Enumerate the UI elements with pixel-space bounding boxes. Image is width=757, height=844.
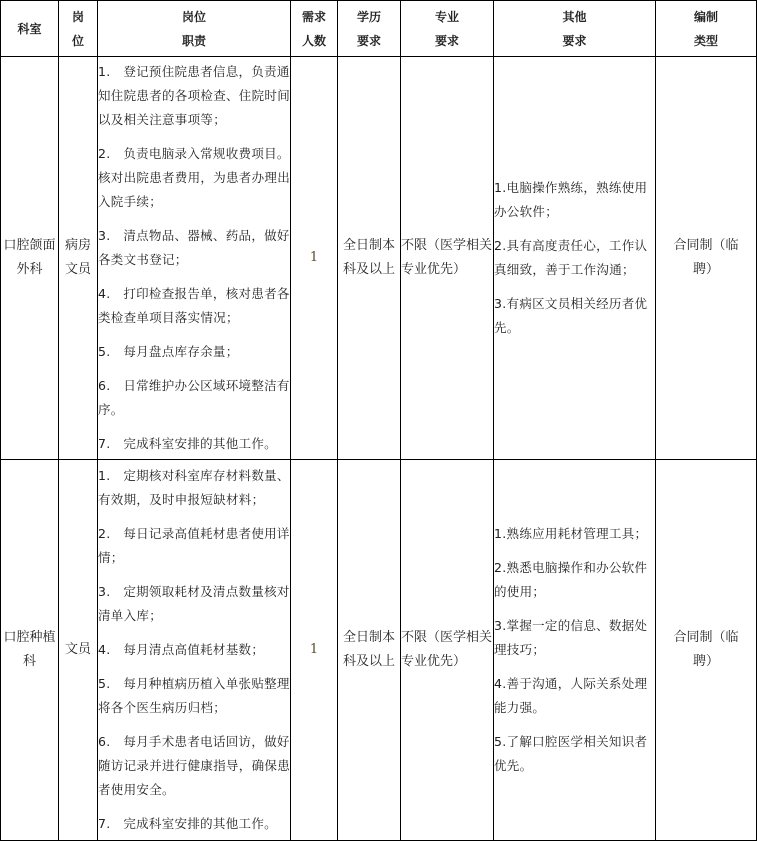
header-line: 学历 [356,9,381,24]
requirement-item: 5.了解口腔医学相关知识者优先。 [494,734,648,773]
department-cell: 口腔颌面外科 [1,57,59,460]
header-line: 要求 [562,33,587,48]
duties-cell [98,460,291,841]
education-cell: 全日制本科及以上 [338,57,401,460]
table-row [1,57,757,460]
header-position [59,1,98,57]
table-row [1,460,757,841]
header-line: 需求 [301,9,326,24]
requirement-item: 3.掌握一定的信息、数据处理技巧； [494,618,648,657]
header-department [1,1,59,57]
duty-item: 7. 完成科室安排的其他工作。 [98,816,277,831]
headcount-cell: 1 [291,460,338,841]
header-line: 要求 [434,33,459,48]
duty-item: 5. 每月盘点库存余量； [98,344,239,359]
header-line: 人数 [301,33,326,48]
staffing-type-cell: 合同制（临聘） [656,460,757,841]
duty-item: 2. 负责电脑录入常规收费项目。核对出院患者费用，为患者办理出入院手续； [98,146,291,209]
duties-cell [98,57,291,460]
duty-item: 6. 每月手术患者电话回访，做好随访记录并进行健康指导，确保患者使用安全。 [98,734,291,797]
duty-item: 4. 每月清点高值耗材基数； [98,642,265,657]
duty-item: 1. 定期核对科室库存材料数量、有效期，及时申报短缺材料； [98,468,290,507]
duty-item: 2. 每日记录高值耗材患者使用详情； [98,526,290,565]
duty-item: 5. 每月种植病历植入单张贴整理将各个医生病历归档； [98,676,290,715]
duty-item: 3. 清点物品、器械、药品，做好各类文书登记； [98,228,290,267]
major-cell: 不限（医学相关专业优先） [401,57,494,460]
department-cell: 口腔种植科 [1,460,59,841]
requirement-item: 1.电脑操作熟练，熟练使用办公软件； [494,180,648,219]
headcount-cell: 1 [291,57,338,460]
header-line: 编制 [693,9,718,24]
header-line: 其他 [562,9,587,24]
requirement-item: 3.有病区文员相关经历者优先。 [494,296,648,335]
header-line: 类型 [693,33,718,48]
header-line: 要求 [356,33,381,48]
requirement-item: 2.熟悉电脑操作和办公软件的使用； [494,560,648,599]
header-headcount [291,1,338,57]
header-line: 岗 [71,9,84,24]
duty-item: 3. 定期领取耗材及清点数量核对清单入库； [98,584,290,623]
header-staffing-type [656,1,757,57]
position-cell: 病房文员 [59,57,98,460]
header-line: 职责 [181,33,206,48]
header-line: 岗位 [181,9,206,24]
requirement-item: 2.具有高度责任心，工作认真细致，善于工作沟通； [494,238,648,277]
duty-item: 7. 完成科室安排的其他工作。 [98,436,277,451]
duty-item: 4. 打印检查报告单，核对患者各类检查单项目落实情况； [98,286,290,325]
position-cell: 文员 [59,460,98,841]
duty-item: 1. 登记预住院患者信息，负责通知住院患者的各项检查、住院时间以及相关注意事项等； [98,64,291,127]
education-cell: 全日制本科及以上 [338,460,401,841]
header-line: 位 [71,33,84,48]
other-requirements-cell [494,460,656,841]
staffing-type-cell: 合同制（临聘） [656,57,757,460]
header-line: 科室 [17,21,42,36]
duty-item: 6. 日常维护办公区域环境整洁有序。 [98,378,290,417]
header-major [401,1,494,57]
header-duties [98,1,291,57]
header-other [494,1,656,57]
header-line: 专业 [434,9,459,24]
major-cell: 不限（医学相关专业优先） [401,460,494,841]
header-education [338,1,401,57]
requirement-item: 1.熟练应用耗材管理工具； [494,526,648,541]
other-requirements-cell [494,57,656,460]
requirement-item: 4.善于沟通，人际关系处理能力强。 [494,676,648,715]
header-row [1,1,757,57]
